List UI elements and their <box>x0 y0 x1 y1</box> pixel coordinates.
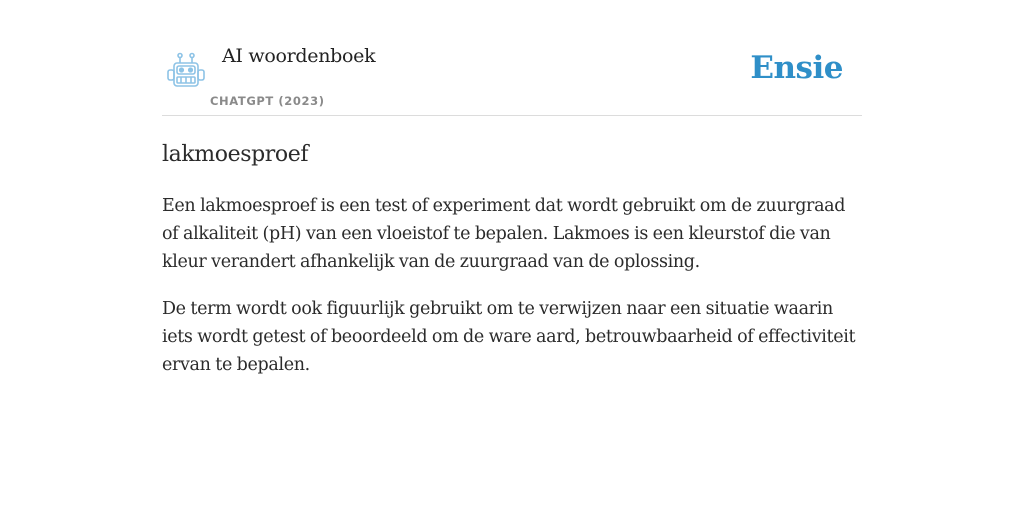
source-title: AI woordenboek <box>222 45 376 67</box>
page-container <box>162 0 862 379</box>
entry-term: lakmoesproef <box>162 142 309 167</box>
source-header <box>162 0 862 116</box>
ensie-logo[interactable]: Ensie <box>750 50 843 86</box>
robot-icon <box>166 52 206 90</box>
source-subtitle: CHATGPT (2023) <box>210 94 325 108</box>
definition-paragraph: De term wordt ook figuurlijk gebruikt om te verwijzen naar een situatie waarin iets wordt getest of beoordeeld om de ware aard, betrouwbaarheid of effectiviteit ervan te bepalen. <box>162 299 856 375</box>
definition-paragraph: Een lakmoesproef is een test of experiment dat wordt gebruikt om de zuurgraad of alkaliteit (pH) van een vloeistof te bepalen. Lakmoes is een kleurstof die van kleur verandert afhankelijk van de zuurgraad van de oplossing. <box>162 196 846 272</box>
